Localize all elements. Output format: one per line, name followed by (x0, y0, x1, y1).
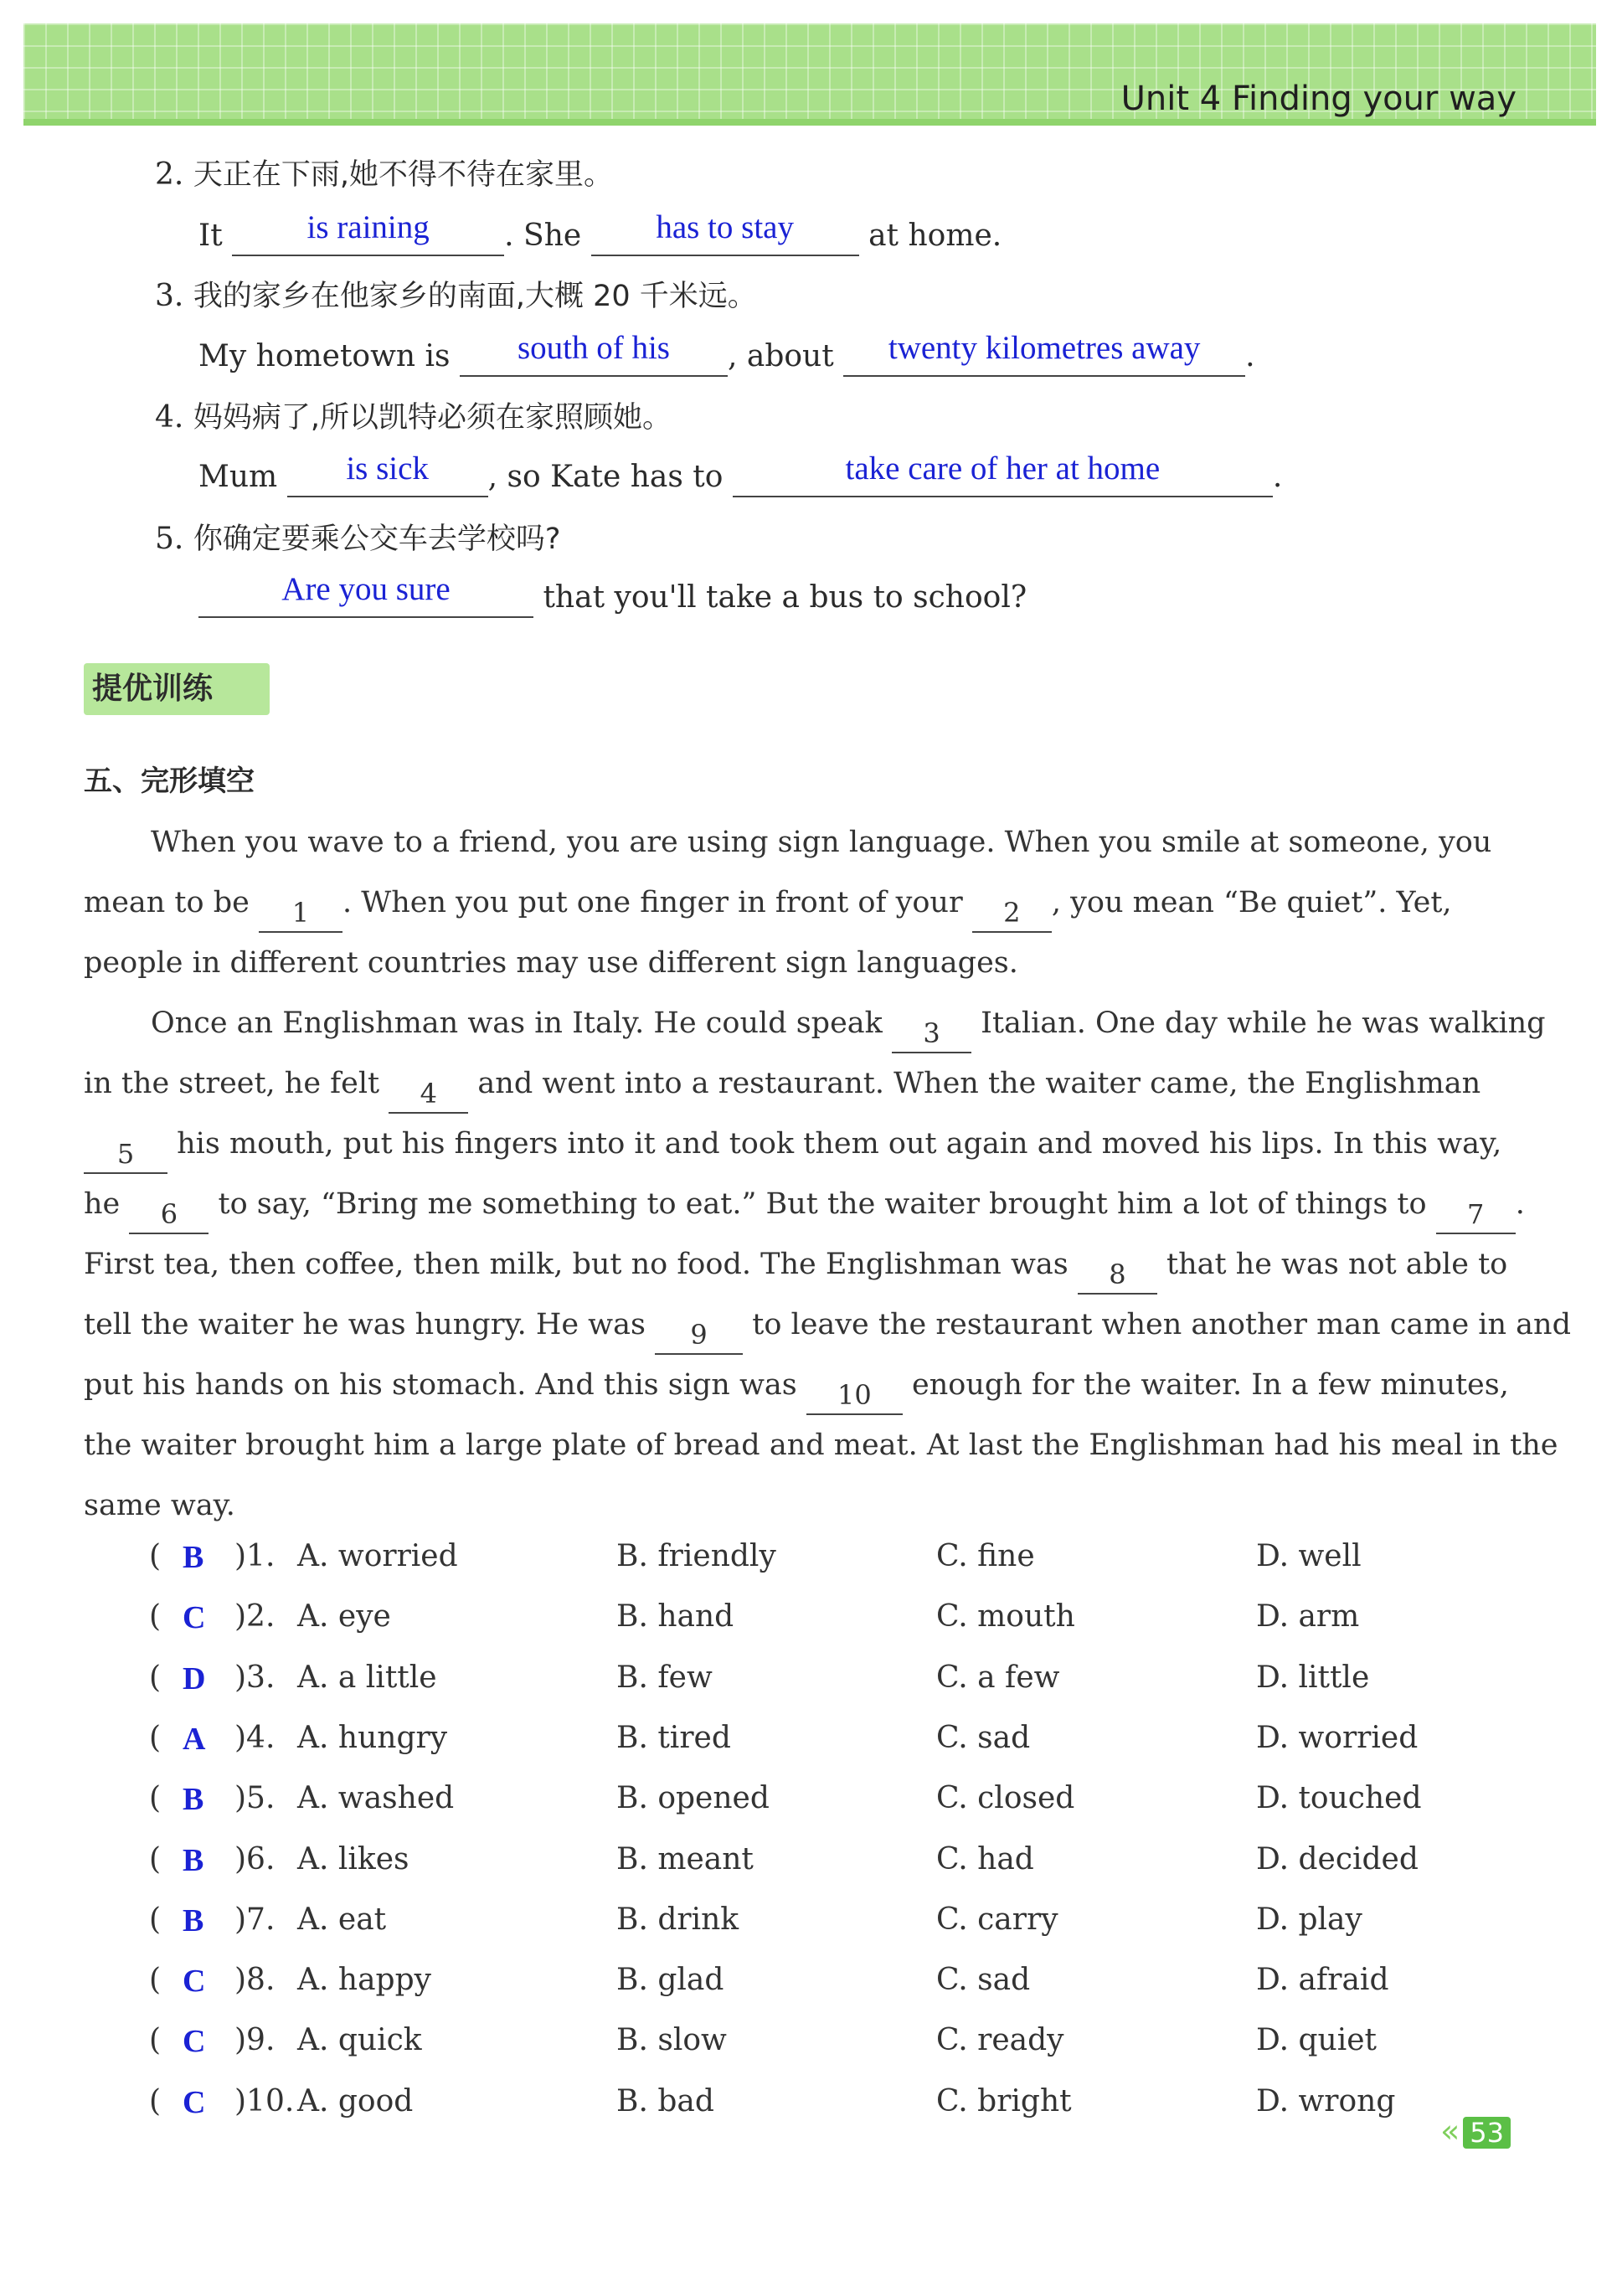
choice-paren-open: ( (149, 1963, 162, 1998)
choice-option-b: B. drink (616, 1902, 739, 1937)
choice-option-c: C. had (936, 1841, 1034, 1876)
page-number: « 53 (1440, 2113, 1511, 2151)
choice-option-c: C. sad (936, 1963, 1031, 1998)
q4-number: 4. (155, 400, 184, 435)
choice-number: )6. (234, 1841, 276, 1876)
choice-option-c: C. sad (936, 1720, 1031, 1755)
cloze-blank-5: 5 (84, 1135, 167, 1174)
cloze-line-1: When you wave to a friend, you are using sign language. When you smile at someone, you (151, 826, 1492, 859)
q3-blank-1 (460, 330, 728, 377)
q4-blank-1 (287, 450, 488, 497)
choice-option-b: B. tired (616, 1720, 731, 1755)
cloze-line-11: the waiter brought him a large plate of bread and meat. At last the Englishman had his meal in the (84, 1429, 1558, 1462)
q4-pre: Mum (198, 460, 278, 494)
q5-number: 5. (155, 522, 184, 556)
cloze-blank-1: 1 (259, 894, 342, 933)
choice-option-c: C. fine (936, 1539, 1035, 1573)
choice-answer: C (183, 2084, 206, 2120)
cloze-line-6: 5 his mouth, put his fingers into it and took them out again and moved his lips. In this way, (84, 1114, 1520, 1174)
choice-option-a: A. washed (297, 1781, 455, 1816)
choice-option-d: D. decided (1256, 1841, 1419, 1876)
q4-english-line (198, 450, 1283, 497)
choice-answer: C (183, 2024, 206, 2060)
choice-answer: B (183, 1782, 204, 1818)
choice-option-b: B. friendly (616, 1539, 776, 1573)
q3-answer-1: south of his (517, 330, 670, 366)
choice-option-d: D. worried (1256, 1720, 1419, 1755)
cloze-blank-3: 3 (892, 1015, 971, 1053)
cloze-line-9: tell the waiter he was hungry. He was 9 to leave the restaurant when another man came in and (84, 1295, 1520, 1355)
q4-chinese-line (155, 398, 672, 438)
choice-option-b: B. slow (616, 2023, 727, 2058)
q5-blank-1 (198, 571, 533, 618)
cloze-blank-2: 2 (972, 894, 1052, 933)
choice-option-c: C. mouth (936, 1599, 1075, 1634)
cloze-blank-6: 6 (129, 1196, 209, 1234)
choice-option-a: A. likes (297, 1841, 409, 1876)
choice-option-b: B. hand (616, 1599, 734, 1634)
q4-mid: , so Kate has to (487, 460, 724, 494)
q2-pre: It (198, 219, 223, 253)
q3-chinese-line (155, 276, 757, 317)
q2-mid: . She (504, 219, 582, 253)
choice-number: )5. (234, 1781, 276, 1816)
cloze-blank-10: 10 (806, 1377, 903, 1415)
choice-option-d: D. quiet (1256, 2023, 1377, 2058)
cloze-line-2: mean to be 1 . When you put one finger in front of your 2 , you mean “Be quiet”. Yet, (84, 873, 1520, 933)
q5-chinese: 你确定要乘公交车去学校吗? (193, 523, 561, 556)
cloze-blank-4: 4 (389, 1075, 468, 1114)
choice-option-c: C. a few (936, 1660, 1060, 1695)
q3-pre: My hometown is (198, 339, 451, 373)
choice-answer: B (183, 1842, 204, 1878)
choice-answer: C (183, 1600, 206, 1636)
q3-mid: , about (727, 339, 834, 373)
choice-number: )1. (234, 1539, 276, 1573)
cloze-line-3: people in different countries may use different sign languages. (84, 946, 1018, 980)
choice-option-a: A. hungry (297, 1720, 448, 1755)
q2-post: at home. (868, 219, 1002, 253)
choice-option-d: D. wrong (1256, 2083, 1396, 2118)
choice-answer: A (183, 1721, 206, 1757)
choice-option-c: C. closed (936, 1781, 1075, 1816)
choice-paren-open: ( (149, 1599, 162, 1634)
choice-number: )3. (234, 1660, 276, 1695)
choice-number: )2. (234, 1599, 276, 1634)
q4-blank-2 (733, 450, 1273, 497)
choice-number: )8. (234, 1963, 276, 1998)
choice-option-a: A. happy (297, 1963, 431, 1998)
cloze-line-12: same way. (84, 1489, 235, 1522)
choice-answer: C (183, 1964, 206, 2000)
choice-answer: B (183, 1540, 204, 1575)
cloze-line-7: he 6 to say, “Bring me something to eat.” But the waiter brought him a lot of things to 7 . (84, 1174, 1520, 1234)
choice-option-d: D. afraid (1256, 1963, 1389, 1998)
cloze-blank-7: 7 (1436, 1196, 1516, 1234)
choice-option-d: D. arm (1256, 1599, 1360, 1634)
q2-blank-1 (232, 209, 504, 256)
choice-answer: B (183, 1902, 204, 1938)
q2-answer-2: has to stay (656, 209, 794, 245)
choice-paren-open: ( (149, 1539, 162, 1573)
q3-chinese: 我的家乡在他家乡的南面,大概 20 千米远。 (193, 280, 757, 313)
q5-answer-1: Are you sure (281, 571, 451, 607)
choice-paren-open: ( (149, 2083, 162, 2118)
choice-option-d: D. well (1256, 1539, 1362, 1573)
cloze-line-10: put his hands on his stomach. And this sign was 10 enough for the waiter. In a few minutes, (84, 1355, 1520, 1415)
choice-paren-open: ( (149, 1841, 162, 1876)
choice-option-a: A. good (297, 2083, 414, 2118)
q2-blank-2 (591, 209, 859, 256)
cloze-line-4: Once an Englishman was in Italy. He could speak 3 Italian. One day while he was walking (84, 993, 1520, 1053)
q2-number: 2. (155, 157, 184, 192)
choice-answer: D (183, 1660, 206, 1696)
cloze-line-5: in the street, he felt 4 and went into a restaurant. When the waiter came, the Englishman (84, 1053, 1520, 1114)
choice-option-b: B. few (616, 1660, 713, 1695)
choice-paren-open: ( (149, 2023, 162, 2058)
choice-option-a: A. a little (297, 1660, 437, 1695)
q2-chinese-line (155, 155, 613, 195)
q5-chinese-line (155, 519, 560, 559)
choice-number: )9. (234, 2023, 276, 2058)
q5-post: that you'll take a bus to school? (543, 580, 1027, 615)
q2-answer-1: is raining (306, 209, 430, 245)
q3-english-line (198, 330, 1255, 377)
q4-answer-1: is sick (346, 450, 429, 486)
choice-option-a: A. quick (297, 2023, 422, 2058)
choice-paren-open: ( (149, 1660, 162, 1695)
q2-chinese: 天正在下雨,她不得不待在家里。 (193, 158, 613, 192)
choice-option-b: B. meant (616, 1841, 754, 1876)
choice-number: )4. (234, 1720, 276, 1755)
page-arrows-icon: « (1440, 2113, 1460, 2149)
section-tag: 提优训练 (84, 663, 270, 715)
section-title: 五、完形填空 (84, 764, 255, 798)
choice-option-d: D. touched (1256, 1781, 1422, 1816)
q5-english-line (198, 571, 1027, 618)
choice-option-b: B. bad (616, 2083, 714, 2118)
choice-option-b: B. glad (616, 1963, 724, 1998)
choice-paren-open: ( (149, 1720, 162, 1755)
q3-answer-2: twenty kilometres away (888, 330, 1201, 366)
choice-option-a: A. eat (297, 1902, 387, 1937)
choice-paren-open: ( (149, 1902, 162, 1937)
q2-english-line (198, 209, 1002, 256)
cloze-line-8: First tea, then coffee, then milk, but no food. The Englishman was 8 that he was not able to (84, 1234, 1520, 1295)
choice-option-c: C. bright (936, 2083, 1072, 2118)
choice-option-a: A. worried (297, 1539, 458, 1573)
choice-number: )10. (234, 2083, 295, 2118)
choice-option-c: C. carry (936, 1902, 1058, 1937)
choice-number: )7. (234, 1902, 276, 1937)
cloze-blank-8: 8 (1078, 1256, 1157, 1295)
choice-option-d: D. play (1256, 1902, 1362, 1937)
q4-chinese: 妈妈病了,所以凯特必须在家照顾她。 (193, 401, 672, 435)
cloze-blank-9: 9 (655, 1316, 743, 1355)
cloze-passage (84, 812, 1571, 1536)
choice-option-b: B. opened (616, 1781, 770, 1816)
unit-title: Unit 4 Finding your way (1120, 80, 1517, 118)
q3-number: 3. (155, 279, 184, 313)
choice-option-d: D. little (1256, 1660, 1370, 1695)
choice-option-c: C. ready (936, 2023, 1064, 2058)
q4-post: . (1272, 460, 1283, 494)
choice-option-a: A. eye (297, 1599, 391, 1634)
choice-paren-open: ( (149, 1781, 162, 1816)
q4-answer-2: take care of her at home (845, 450, 1161, 486)
q3-post: . (1245, 339, 1255, 373)
q3-blank-2 (843, 330, 1245, 377)
